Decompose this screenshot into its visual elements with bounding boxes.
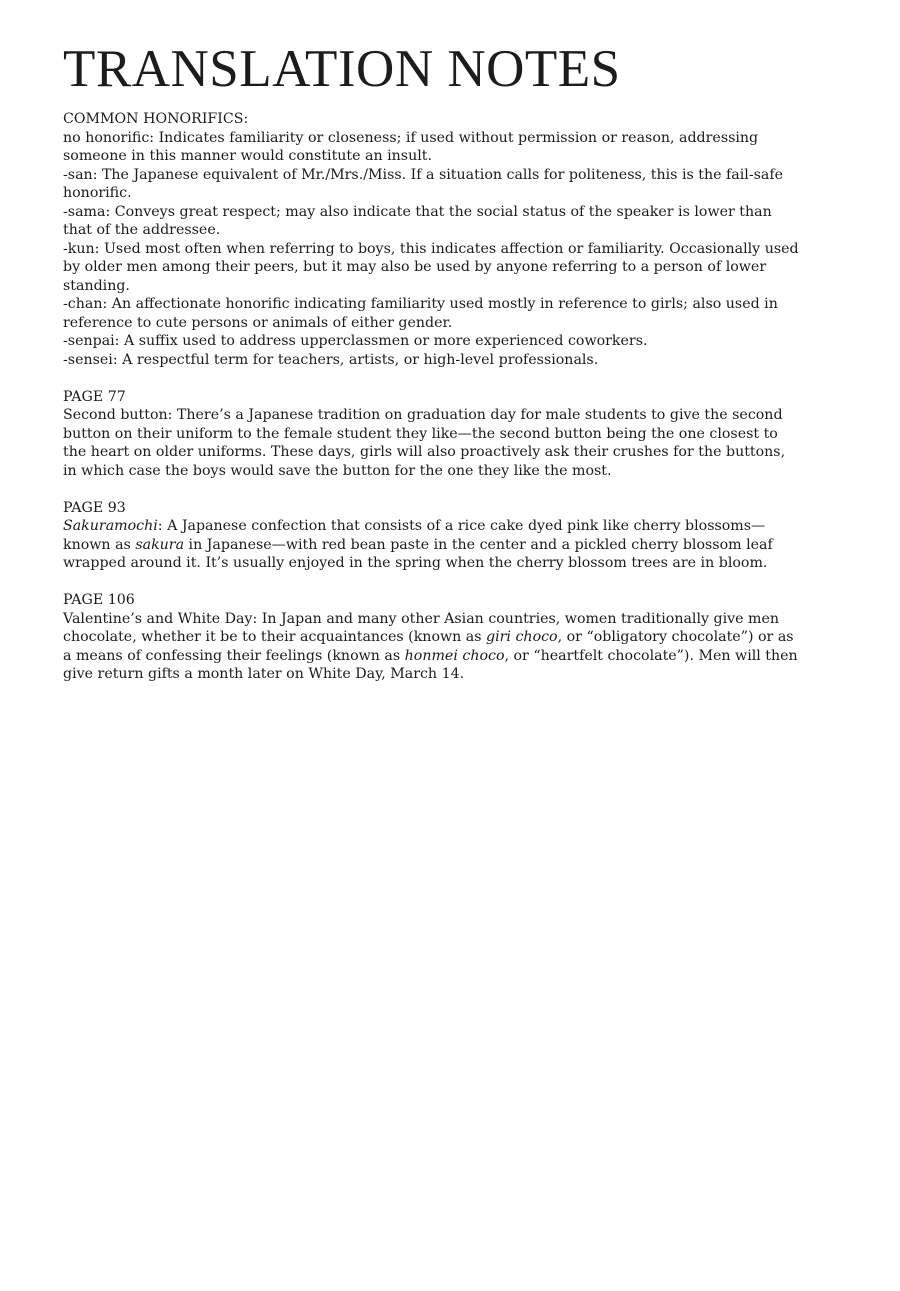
honorifics-section — [63, 110, 803, 369]
term-sakuramochi: Sakuramochi — [63, 518, 158, 534]
page-77-heading: PAGE 77 — [63, 388, 126, 405]
page-77-note — [63, 388, 803, 481]
page-93-note — [63, 499, 803, 573]
page-title: TRANSLATION NOTES — [63, 40, 621, 98]
honorific-entry: -san: The Japanese equivalent of Mr./Mrs./Miss. If a situation calls for politeness, this is the fail-safe honorific. — [63, 166, 783, 201]
page-93-text-part-2: in Japanese—with red bean paste in the center and a pickled cherry blossom leaf wrapped around it. It’s usually enjoyed in the spring when the cherry blossom trees are in bloom. — [63, 536, 773, 571]
term-sakura: sakura — [135, 536, 185, 553]
page-106-text-part-2: , or “obligatory chocolate”) or as a means of confessing their feelings (known as — [63, 629, 794, 664]
page-106-text — [63, 610, 803, 684]
page-106-text-part-3: , or “heartfelt chocolate”). Men will then give return gifts a month later on White Day, March 14. — [63, 647, 798, 682]
page-93-text-part-1: : A Japanese confection that consists of a rice cake dyed pink like cherry blossoms—known as — [63, 518, 766, 553]
honorific-entry: -sama: Conveys great respect; may also indicate that the social status of the speaker is lower than that of the addressee. — [63, 203, 772, 238]
translation-notes-page — [63, 40, 803, 702]
page-106-note — [63, 591, 803, 684]
page-106-heading: PAGE 106 — [63, 592, 135, 608]
honorific-entry: -kun: Used most often when referring to boys, this indicates affection or familiarity. Occasionally used by older men among their peers, but it may also be used by anyone referring to a person of lower standing. — [63, 240, 799, 294]
page-106-text-part-1: Valentine’s and White Day: In Japan and many other Asian countries, women traditionally give men chocolate, whether it be to their acquaintances (known as — [63, 610, 780, 645]
honorific-entry: -senpai: A suffix used to address upperclassmen or more experienced coworkers. — [63, 333, 648, 349]
page-77-text: Second button: There’s a Japanese tradition on graduation day for male students to give the second button on their uniform to the female student they like—the second button being the one closest to the heart on older uniforms. These days, girls will also proactively ask their crushes for the buttons, in which case the boys would save the button for the one they like the most. — [63, 407, 786, 479]
honorific-entry: -chan: An affectionate honorific indicating familiarity used mostly in reference to girls; also used in reference to cute persons or animals of either gender. — [63, 296, 778, 331]
honorific-entry: no honorific: Indicates familiarity or closeness; if used without permission or reason, addressing someone in this manner would constitute an insult. — [63, 129, 759, 164]
term-honmei-choco: honmei choco — [404, 647, 505, 664]
honorifics-heading: COMMON HONORIFICS: — [63, 111, 249, 127]
honorific-entry: -sensei: A respectful term for teachers, artists, or high-level professionals. — [63, 351, 599, 368]
page-93-heading: PAGE 93 — [63, 499, 126, 516]
page-93-text — [63, 517, 803, 573]
term-giri-choco: giri choco — [486, 629, 558, 645]
